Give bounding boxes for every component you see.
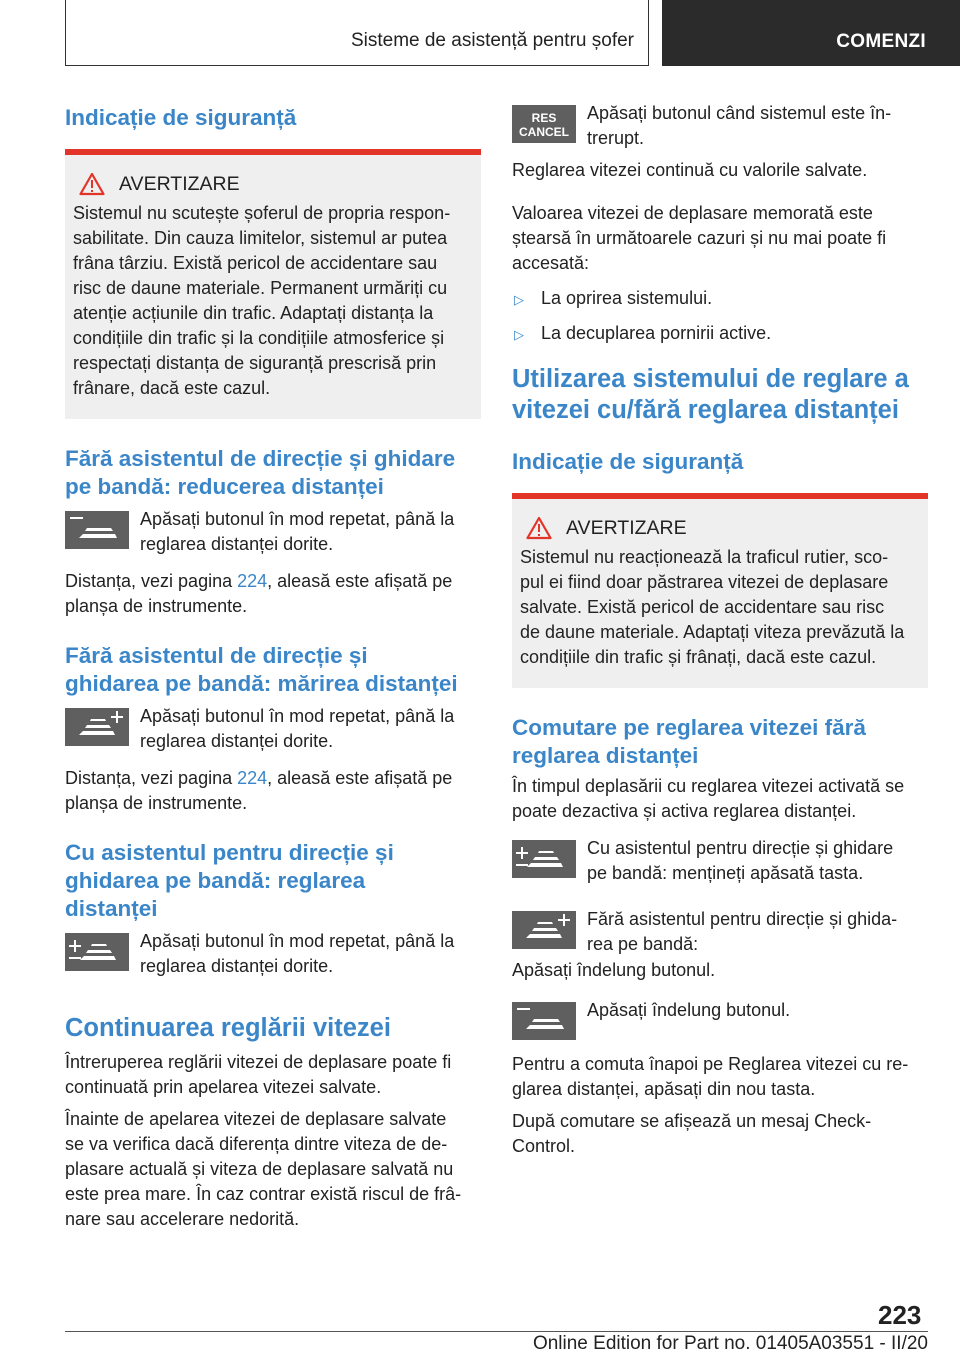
continue-heading: Continuarea reglării vitezei (65, 1014, 391, 1042)
deleted-value-text: Valoarea vitezei de deplasare memorată este ștearsă în următoarele cazuri și nu mai poate fi accesată: (512, 203, 887, 273)
switch-text: În timpul deplasării cu reglarea vitezei activată se poate dezactiva și activa reglarea distanței. (512, 776, 905, 821)
bullet-triangle-icon: ▷ (514, 327, 524, 342)
header-section-box (65, 0, 649, 66)
section-heading-with-assist: Cu asistentul pentru direcție și ghidarea pe bandă: reglarea distanței (65, 840, 394, 921)
distance-decrease-button-icon (65, 511, 129, 549)
hold-key-instruction: Cu asistentul pentru direcție și ghidare pe bandă: mențineți apăsată tasta. (587, 838, 894, 883)
warning-box-right (512, 493, 928, 688)
continue-text-1: Întreruperea reglării vitezei de deplasare poate fi continuată prin apelarea vitezei salvate. (65, 1052, 452, 1097)
distance-reference: Distanța, vezi pagina 224, aleasă este afișată pe planșa de instrumente. (65, 768, 453, 813)
distance-increase-button-icon (65, 708, 129, 746)
distance-increase-button-icon (512, 911, 576, 949)
warning-box (65, 149, 481, 419)
safety-heading: Indicație de siguranță (65, 105, 297, 130)
warning-title: AVERTIZARE (119, 173, 240, 195)
long-press-instruction: Apăsați îndelung butonul. (587, 1000, 791, 1020)
warning-title: AVERTIZARE (566, 517, 687, 539)
continue-values-text: Reglarea vitezei continuă cu valorile salvate. (512, 160, 868, 180)
button-instruction: Apăsați butonul în mod repetat, până la reglarea distanței dorite. (140, 706, 455, 751)
header-chapter-box (662, 0, 960, 66)
continue-text-2: Înainte de apelarea vitezei de deplasare salvate se va verifica dacă diferența dintre viteza de de- plasare actuală și viteza de deplasare salvată nu este prea mare. În caz contrar există riscul de frâ- nare sau accelerare nedorită. (65, 1109, 462, 1229)
distance-button-icon (512, 840, 576, 878)
distance-decrease-button-icon (512, 1002, 576, 1040)
warning-triangle-icon (79, 172, 105, 196)
check-control-text: După comutare se afișează un mesaj Check- Control. (512, 1111, 872, 1156)
button-instruction: Apăsați butonul în mod repetat, până la reglarea distanței dorite. (140, 509, 455, 554)
list-item: ▷ La oprirea sistemului. (512, 286, 928, 312)
res-instruction: Apăsați butonul când sistemul este în- trerupt. (587, 103, 892, 148)
warning-text: Sistemul nu reacționează la traficul rutier, sco- pul ei fiind doar păstrarea vitezei de deplasare salvate. Există pericol de accidentare sau risc de daune materiale. Adaptați viteza prevăzută la condițiile din trafic și frânați, dacă este cazul. (520, 547, 905, 667)
distance-reference: Distanța, vezi pagina 224, aleasă este afișată pe planșa de instrumente. (65, 571, 453, 616)
section-heading-increase: Fără asistentul de direcție și ghidarea pe bandă: mărirea distanței (65, 643, 458, 696)
left-column (65, 100, 481, 1232)
list-item: ▷ La decuplarea pornirii active. (512, 321, 928, 347)
header-chapter-title: COMENZI (836, 31, 926, 52)
button-instruction: Apăsați butonul în mod repetat, până la reglarea distanței dorite. (140, 931, 455, 976)
right-column (512, 100, 928, 1159)
svg-text:RES: RES (531, 111, 557, 125)
distance-button-icon (65, 933, 129, 971)
bullet-triangle-icon: ▷ (514, 292, 524, 307)
switch-back-text: Pentru a comuta înapoi pe Reglarea vitezei cu re- glarea distanței, apăsați din nou tasta. (512, 1054, 909, 1099)
page-link-224[interactable]: 224 (237, 768, 268, 788)
usage-heading: Utilizarea sistemului de reglare a vitezei cu/fără reglarea distanței (512, 365, 909, 424)
svg-text:CANCEL: CANCEL (519, 125, 569, 139)
section-heading-reduce: Fără asistentul de direcție și ghidare pe bandă: reducerea distanței (65, 446, 456, 499)
warning-triangle-icon (526, 516, 552, 540)
switch-heading: Comutare pe reglarea vitezei fără reglarea distanței (512, 715, 866, 768)
page-link-224[interactable]: 224 (237, 571, 268, 591)
warning-text: Sistemul nu scutește șoferul de propria respon- sabilitate. Din cauza limitelor, sistemul ar putea frâna târziu. Există pericol de accidentare sau risc de daune materiale. Permanent urmăriți cu atenție acțiunile din trafic. Adaptați distanța la condițiile din trafic și la condițiile atmosferice și respectați distanța de siguranță prescrisă prin frânare, dacă este cazul. (73, 203, 451, 398)
no-assist-instruction: Fără asistentul pentru direcție și ghida- rea pe bandă: (587, 909, 898, 954)
header-section-title: Sisteme de asistență pentru șofer (350, 30, 634, 51)
footer-divider (65, 1331, 928, 1332)
res-cancel-button-icon (512, 105, 576, 143)
footer-edition: Online Edition for Part no. 01405A03551 - II/20 (532, 1333, 928, 1354)
page-number: 223 (878, 1300, 922, 1330)
long-press-text: Apăsați îndelung butonul. (512, 960, 716, 980)
safety-heading-right: Indicație de siguranță (512, 449, 744, 474)
